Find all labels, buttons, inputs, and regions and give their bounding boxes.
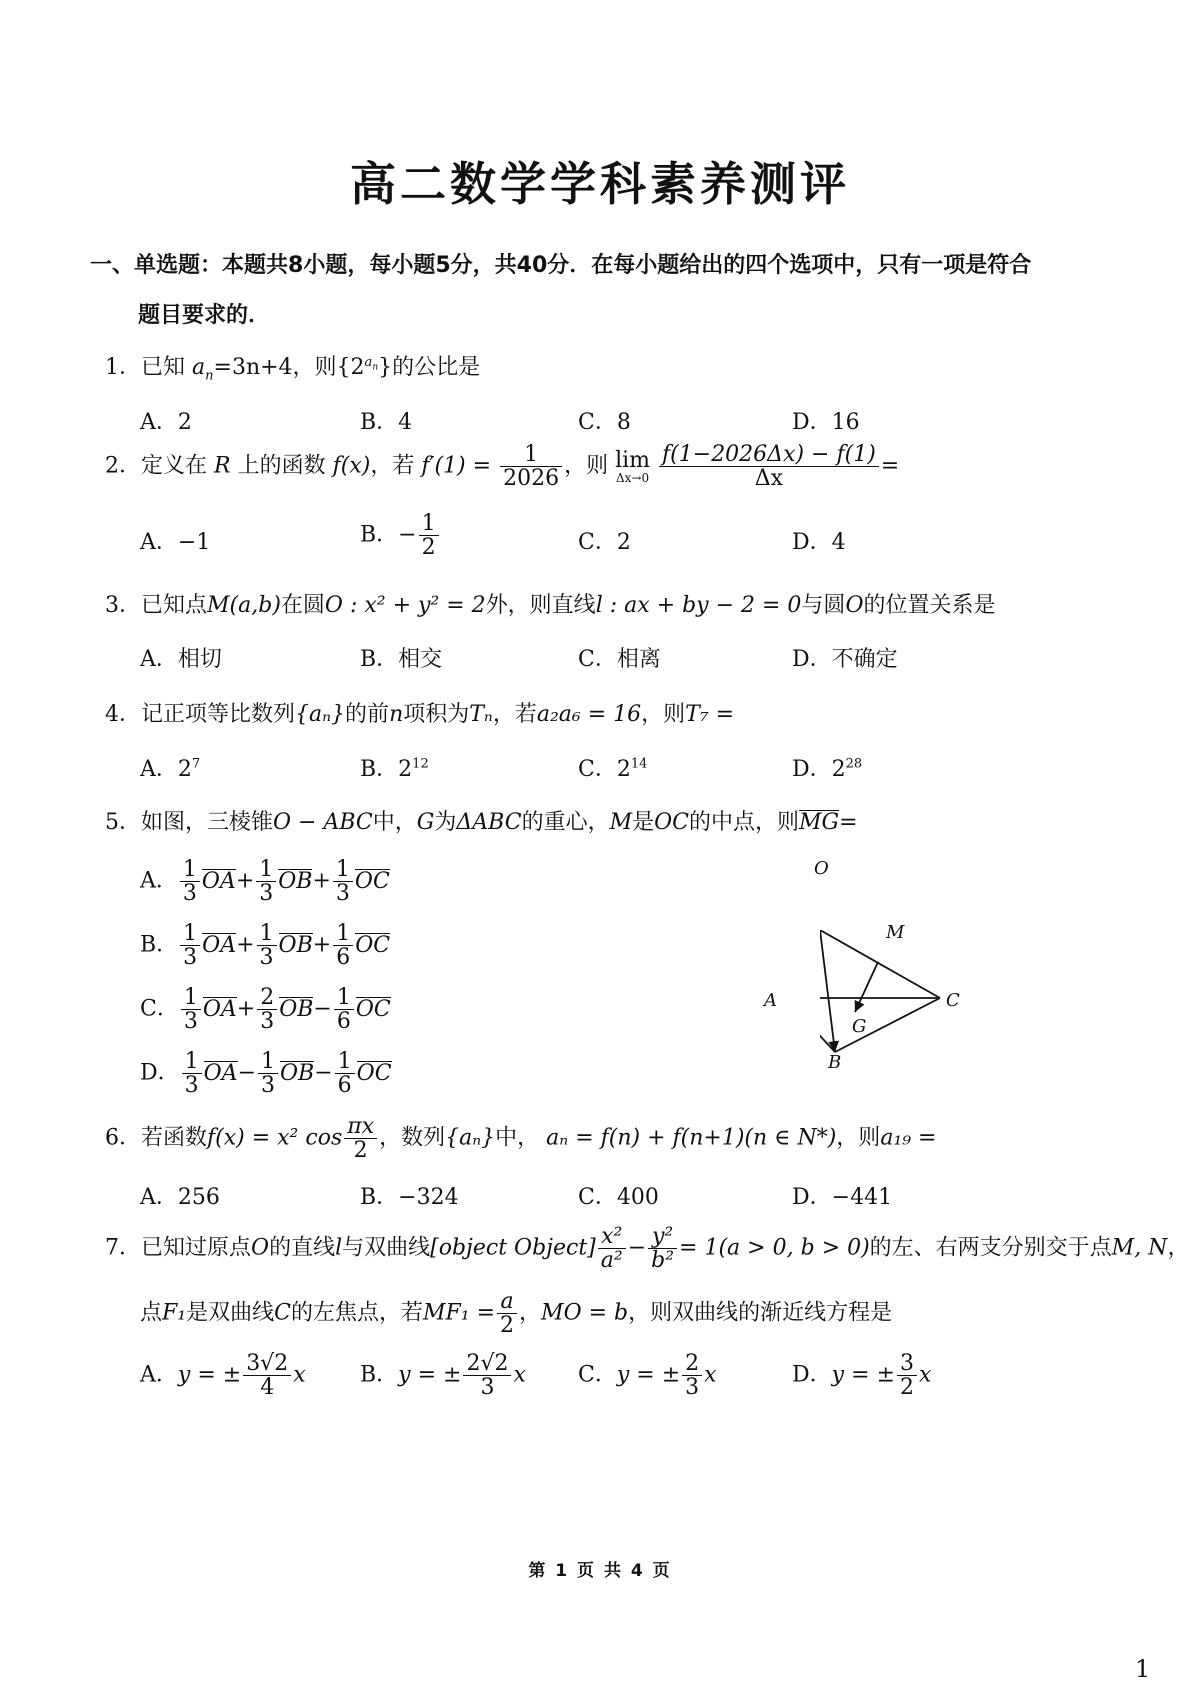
q4-Tn: Tₙ: [469, 702, 493, 727]
q5-coef-den: 3: [259, 881, 274, 907]
q5-text11: 的中点，则: [689, 810, 800, 835]
q5-option-label: C．: [140, 996, 179, 1022]
q6-text1: 若函数: [141, 1125, 208, 1151]
q2-limit: [615, 447, 651, 485]
q5-coefficient: [257, 922, 277, 969]
q5-coef-den: 3: [261, 1073, 276, 1099]
q6-text3: 中，: [495, 1125, 540, 1151]
q2-number: 2．: [105, 453, 141, 479]
q4-text1: 记正项等比数列: [141, 702, 296, 727]
q7-a-den: 4: [260, 1375, 275, 1401]
q7-number: 7．: [105, 1235, 141, 1261]
q1-option-a: A．2: [140, 410, 192, 435]
q1-post: }的公比是: [378, 355, 481, 380]
q5-coef-den: 3: [184, 1073, 199, 1099]
q7-text5: ，: [1167, 1235, 1190, 1261]
q5-vector: OB: [280, 1060, 315, 1086]
q7-C: [object Object]: [430, 1235, 596, 1261]
q2-option-b-frac: [419, 512, 439, 559]
q4-text5: ，则: [641, 702, 686, 727]
section-label: 一、: [90, 253, 135, 278]
q3-text1: 已知点: [141, 593, 208, 618]
q5-coef-num: 1: [256, 858, 276, 882]
q5-coef-num: 1: [258, 1050, 278, 1074]
q4-d-exp: 28: [845, 756, 863, 772]
q6-text4: ，则: [836, 1125, 881, 1151]
q5-vector: OA: [201, 868, 236, 894]
q3-M: M(a,b): [207, 593, 281, 618]
fig-label-a: A: [764, 990, 777, 1011]
q2-text1: 定义在: [141, 453, 208, 479]
q7-F1: F₁: [162, 1300, 187, 1326]
q7-d-post: x: [918, 1362, 932, 1388]
q1-sup: a: [364, 354, 373, 370]
q5-sign: +: [312, 868, 331, 894]
page-number: 1: [1135, 1655, 1151, 1683]
q5-coef-num: 1: [334, 986, 354, 1010]
q5-vector: OB: [279, 996, 314, 1022]
q7-C2: C: [274, 1300, 291, 1326]
q7-a-num: 3√2: [243, 1352, 291, 1376]
q7-c-den: 3: [685, 1375, 700, 1401]
q5-option-label: A．: [140, 868, 178, 894]
q5-coef-num: 1: [182, 1050, 202, 1074]
question-3: [105, 588, 996, 619]
question-7-line2: [140, 1290, 892, 1337]
q5-coef-num: 2: [257, 986, 277, 1010]
q4-text2: 的前: [345, 702, 390, 727]
q2-option-a: A．−1: [140, 530, 211, 555]
q5-sign: +: [236, 996, 256, 1022]
q1-option-c: C．8: [578, 410, 631, 435]
q4-c-base: C．2: [578, 757, 631, 782]
q7-MF: MF₁ =: [422, 1300, 496, 1326]
q2-lim-label: lim: [615, 447, 651, 473]
section-line1: 单选题：本题共8小题，每小题5分，共40分．在每小题给出的四个选项中，只有一项是符合: [134, 253, 1032, 278]
q7-text9: ，: [519, 1300, 542, 1326]
q3-O: O: [845, 593, 864, 618]
q5-coef-den: 3: [335, 881, 350, 907]
q5-triangle: ΔABC: [456, 810, 522, 835]
q7-a-post: x: [293, 1362, 306, 1388]
q7-frac3: [497, 1290, 517, 1337]
q5-G: G: [416, 810, 435, 835]
q3-number: 3．: [105, 593, 141, 618]
q1-supsub: n: [372, 362, 379, 373]
q1-sub: n: [205, 368, 214, 384]
q5-coefficient: [333, 922, 353, 969]
q5-coef-num: 1: [181, 986, 201, 1010]
q7-c-pre: y = ±: [616, 1362, 681, 1388]
q5-sign: −: [313, 996, 332, 1022]
q7-text8: 的左焦点，若: [290, 1300, 423, 1326]
q5-pyramid: O − ABC: [273, 810, 373, 835]
q5-sign: −: [237, 1060, 257, 1086]
q6-option-b: B．−324: [360, 1185, 459, 1210]
q5-vector: OC: [355, 996, 391, 1022]
q7-c-post: x: [704, 1362, 717, 1388]
q7-O: O: [251, 1235, 270, 1261]
q5-coefficient: [181, 986, 201, 1033]
q5-option-d: [140, 1050, 392, 1097]
q6-relation: aₙ = f(n) + f(n+1)(n ∈ N*): [546, 1125, 837, 1151]
q7-a-pre: y = ±: [177, 1362, 242, 1388]
q7-d-den: 2: [899, 1375, 914, 1401]
q2-lim-num: f(1−2026Δx) − f(1): [659, 443, 879, 467]
section-line2: 题目要求的．: [138, 303, 271, 328]
q7-frac2: [648, 1225, 677, 1272]
q5-text7: 的重心，: [521, 810, 610, 835]
q7-text2: 的直线: [269, 1235, 336, 1261]
q2-text3: ，若: [370, 453, 415, 479]
q7-d1: a²: [600, 1248, 623, 1274]
q5-option-a: [140, 858, 390, 905]
q3-text5: 的位置关系是: [863, 593, 996, 618]
q4-text4: ，若: [492, 702, 537, 727]
q7-text6: 点: [140, 1300, 163, 1326]
q5-MG-vector: MG: [799, 810, 840, 835]
q6-option-a: A．256: [140, 1185, 220, 1210]
q4-T7: T₇ =: [685, 702, 735, 727]
q5-coef-den: 3: [183, 945, 198, 971]
q7-text3: 与双曲线: [342, 1235, 431, 1261]
q5-coef-den: 6: [336, 1009, 351, 1035]
q5-coef-den: 3: [260, 1009, 275, 1035]
q5-vector: OB: [278, 868, 313, 894]
q6-frac-num: πx: [344, 1115, 377, 1139]
q6-seq: {aₙ}: [445, 1125, 496, 1151]
q6-option-d: D．−441: [792, 1185, 893, 1210]
q5-vector: OB: [278, 932, 313, 958]
q7-option-b: [360, 1352, 526, 1399]
q7-d2: b²: [651, 1248, 675, 1274]
q5-option-label: B．: [140, 932, 179, 958]
q4-n: n: [389, 702, 404, 727]
q5-vector: OC: [355, 932, 391, 958]
fig-label-g: G: [852, 1016, 867, 1037]
q4-option-b: [360, 752, 429, 783]
q7-c-num: 2: [682, 1352, 702, 1376]
q2-option-d: D．4: [792, 530, 846, 555]
page-title: 高二数学学科素养测评: [350, 157, 850, 211]
q5-coef-den: 6: [337, 1073, 352, 1099]
q4-option-d: [792, 752, 862, 783]
q5-coef-num: 1: [335, 1050, 355, 1074]
q4-a-exp: 7: [191, 756, 201, 772]
q4-number: 4．: [105, 702, 141, 727]
section-header: [90, 248, 1031, 279]
q5-coef-den: 3: [183, 1009, 198, 1035]
q5-coef-num: 1: [333, 858, 353, 882]
q5-text9: 是: [632, 810, 655, 835]
q7-option-c: [578, 1352, 717, 1399]
q5-coefficient: [180, 922, 200, 969]
q7-text1: 已知过原点: [141, 1235, 252, 1261]
edge-ob: [820, 930, 835, 1052]
q6-frac-den: 2: [353, 1138, 368, 1164]
q5-coefficient: [180, 858, 200, 905]
q5-vector: OC: [354, 868, 390, 894]
vector-mg: [855, 962, 878, 1012]
fig-label-m: M: [886, 922, 905, 943]
q1-number: 1．: [105, 355, 141, 380]
q2-lim-sub: Δx→0: [616, 470, 650, 485]
fig-label-o: O: [814, 858, 829, 879]
q5-sign: +: [235, 868, 255, 894]
q7-MO: MO = b: [541, 1300, 629, 1326]
q7-option-a: [140, 1352, 306, 1399]
question-1: [105, 350, 480, 383]
q5-coef-den: 6: [336, 945, 351, 971]
q6-text2: ，数列: [379, 1125, 446, 1151]
q5-text1: 如图，三棱锥: [141, 810, 274, 835]
q5-coef-num: 1: [180, 858, 200, 882]
edge-ab: [820, 998, 835, 1052]
q5-M: M: [609, 810, 633, 835]
q5-number: 5．: [105, 810, 141, 835]
question-6: [105, 1115, 937, 1162]
q7-text10: ，则双曲线的渐近线方程是: [628, 1300, 893, 1326]
q7-a-label: A．: [140, 1362, 178, 1388]
fig-label-c: C: [946, 990, 960, 1011]
q6-function: f(x) = x² cos: [207, 1125, 343, 1151]
q5-option-c: [140, 986, 391, 1033]
q5-option-b: [140, 922, 390, 969]
q5-coef-den: 3: [259, 945, 274, 971]
q7-mden: 2: [500, 1313, 515, 1339]
q5-text5: 为: [434, 810, 457, 835]
q3-text4: 与圆: [801, 593, 846, 618]
q5-coefficient: [182, 1050, 202, 1097]
q5-sign: +: [236, 932, 255, 958]
q5-sign: −: [314, 1060, 333, 1086]
q7-c-label: C．: [578, 1362, 617, 1388]
q7-text4: 的左、右两支分别交于点: [869, 1235, 1112, 1261]
q3-option-b: B．相交: [360, 647, 443, 672]
q4-seq: {aₙ}: [295, 702, 346, 727]
q4-cond: a₂a₆ = 16: [536, 702, 642, 727]
q7-b-den: 3: [480, 1375, 495, 1401]
q2-lim-den: Δx: [754, 466, 784, 492]
q7-d-pre: y = ±: [831, 1362, 895, 1388]
q5-coef-den: 3: [182, 881, 197, 907]
q5-vector: OA: [202, 932, 237, 958]
q3-text3: 外，则直线: [485, 593, 596, 618]
q7-c-frac: [682, 1352, 702, 1399]
q7-d-label: D．: [792, 1362, 832, 1388]
q5-pyramid-figure: [820, 930, 1010, 1130]
q5-coefficient: [257, 986, 277, 1033]
question-4: [105, 697, 734, 728]
q2-option-c: C．2: [578, 530, 631, 555]
q7-b-frac: [463, 1352, 511, 1399]
q5-coef-num: 1: [333, 922, 353, 946]
q5-equals: =: [839, 810, 858, 835]
q2-text2: 上的函数: [237, 453, 326, 479]
q7-rest: = 1(a > 0, b > 0): [679, 1235, 870, 1261]
edge-bc: [835, 998, 940, 1052]
q7-d-frac: [897, 1352, 917, 1399]
q6-option-c: C．400: [578, 1185, 659, 1210]
q2-limit-fraction: [659, 443, 879, 490]
q3-line: l : ax + by − 2 = 0: [595, 593, 802, 618]
q2-option-b-label: B．−: [360, 522, 417, 548]
q5-coefficient: [256, 858, 276, 905]
q2-equals: =: [880, 453, 900, 479]
q2-b-num: 1: [419, 512, 439, 536]
q5-coefficient: [258, 1050, 278, 1097]
q5-sign: +: [312, 932, 332, 958]
q1-text: 已知: [141, 355, 186, 380]
question-2: [105, 443, 899, 490]
q5-OC: OC: [654, 810, 690, 835]
q7-d-num: 3: [897, 1352, 917, 1376]
q4-a-base: A．2: [140, 757, 192, 782]
edge-oc: [820, 930, 940, 998]
q6-a19: a₁₉ =: [880, 1125, 937, 1151]
q5-option-label: D．: [140, 1060, 180, 1086]
q4-text3: 项积为: [403, 702, 470, 727]
q7-mnum: a: [497, 1290, 517, 1314]
q5-coefficient: [335, 1050, 355, 1097]
q4-c-exp: 14: [630, 756, 648, 772]
q4-b-base: B．2: [360, 757, 413, 782]
q7-b-label: B．: [360, 1362, 399, 1388]
q2-fprime: f′(1) =: [421, 453, 492, 479]
q1-option-d: D．16: [792, 410, 860, 435]
question-5: [105, 805, 858, 836]
q7-l: l: [335, 1235, 343, 1261]
q5-coefficient: [334, 986, 354, 1033]
q4-b-exp: 12: [412, 756, 429, 772]
q1-eq: =3n+4，则{2: [213, 355, 365, 380]
q7-n2: y²: [648, 1225, 677, 1249]
q5-text3: 中，: [372, 810, 417, 835]
q7-MN: M, N: [1111, 1235, 1168, 1261]
q5-coef-num: 1: [180, 922, 200, 946]
q3-option-a: A．相切: [140, 647, 222, 672]
q3-option-d: D．不确定: [792, 647, 898, 672]
q5-coefficient: [333, 858, 353, 905]
q4-option-a: [140, 752, 200, 783]
q2-text4: ，则: [564, 453, 609, 479]
q7-b-post: x: [513, 1362, 526, 1388]
fig-label-b: B: [828, 1052, 842, 1073]
q7-n1: x²: [598, 1225, 626, 1249]
q1-var: a: [192, 355, 206, 380]
q2-frac-den: 2026: [503, 466, 560, 492]
q5-coef-num: 1: [257, 922, 277, 946]
q6-number: 6．: [105, 1125, 141, 1151]
q5-vector: OA: [203, 1060, 238, 1086]
q2-frac-num: 1: [500, 443, 562, 467]
q2-fx: f(x): [332, 453, 371, 479]
q6-fraction: [344, 1115, 377, 1162]
q2-R: R: [214, 453, 231, 479]
q7-b-pre: y = ±: [398, 1362, 462, 1388]
question-7-line1: [105, 1225, 1189, 1272]
q4-option-c: [578, 752, 647, 783]
page-footer: 第 1 页 共 4 页: [528, 1561, 672, 1581]
q5-vector: OC: [356, 1060, 392, 1086]
q7-minus: −: [627, 1235, 647, 1261]
q7-frac1: [598, 1225, 626, 1272]
q2-option-b: [360, 512, 441, 559]
q3-text2: 在圆: [280, 593, 325, 618]
q3-option-c: C．相离: [578, 647, 661, 672]
q3-circle: O : x² + y² = 2: [324, 593, 486, 618]
q7-option-d: [792, 1352, 931, 1399]
q4-d-base: D．2: [792, 757, 846, 782]
q7-text7: 是双曲线: [186, 1300, 275, 1326]
q7-b-num: 2√2: [463, 1352, 511, 1376]
q1-option-b: B．4: [360, 410, 413, 435]
q2-fraction: [500, 443, 562, 490]
q2-b-den: 2: [421, 535, 436, 561]
q5-vector: OA: [202, 996, 237, 1022]
q7-a-frac: [243, 1352, 291, 1399]
